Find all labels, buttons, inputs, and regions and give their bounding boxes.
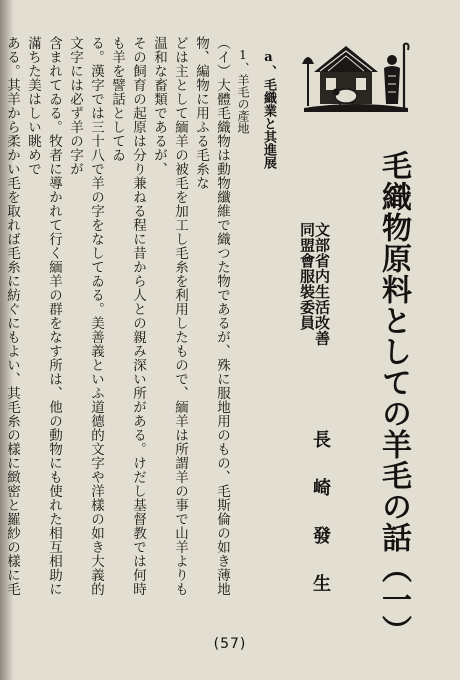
article-title: 毛織物原料としての羊毛の話（一）: [376, 150, 411, 646]
affiliation-line: 同盟會服裝委員: [298, 222, 316, 331]
body-text: [4, 36, 232, 596]
body-paragraph: どは主として緬羊の被毛を加工し毛糸を利用したもので、緬羊は所謂羊の事で山羊よりも温和な畜類であるが、: [151, 36, 188, 596]
page-number: (57): [213, 636, 247, 652]
author-name: 長崎發生: [310, 430, 331, 622]
body-paragraph: その飼育の起原は分り兼ねる程に昔から人との親み深い所がある。けだし基督教では何時も羊を譬話としてゐ: [109, 36, 146, 596]
body-paragraph: る。漢字では三十八で羊の字をなしてゐる。美善義といふ道德的文字や洋樣の如き大義的文字には必ず羊の字が: [67, 36, 104, 596]
body-paragraph: （イ）大體毛織物は動物纖維で織つた物であるが、殊に服地用のもの、毛斯倫の如き薄地物、編物に用ふる毛糸な: [193, 36, 230, 596]
body-paragraph: ある。其羊から柔かい毛を取れば毛糸に紡ぐにもよい、其毛糸の樣に緻密と羅紗の樣に毛: [4, 36, 20, 596]
affiliation-line: 文部省内生活改善: [313, 222, 331, 346]
shepherd-illustration-icon: [300, 38, 412, 114]
body-paragraph: 含まれてゐる。牧者に導かれて行く緬羊の群をなす所は、他の動物にも使れた相互相助に滿ちた美はしい眺めで: [25, 36, 62, 596]
section-heading: a、毛織業と其進展: [261, 50, 276, 169]
author-affiliation: [299, 222, 329, 346]
subsection-heading: 1、羊毛の產地: [236, 48, 250, 134]
